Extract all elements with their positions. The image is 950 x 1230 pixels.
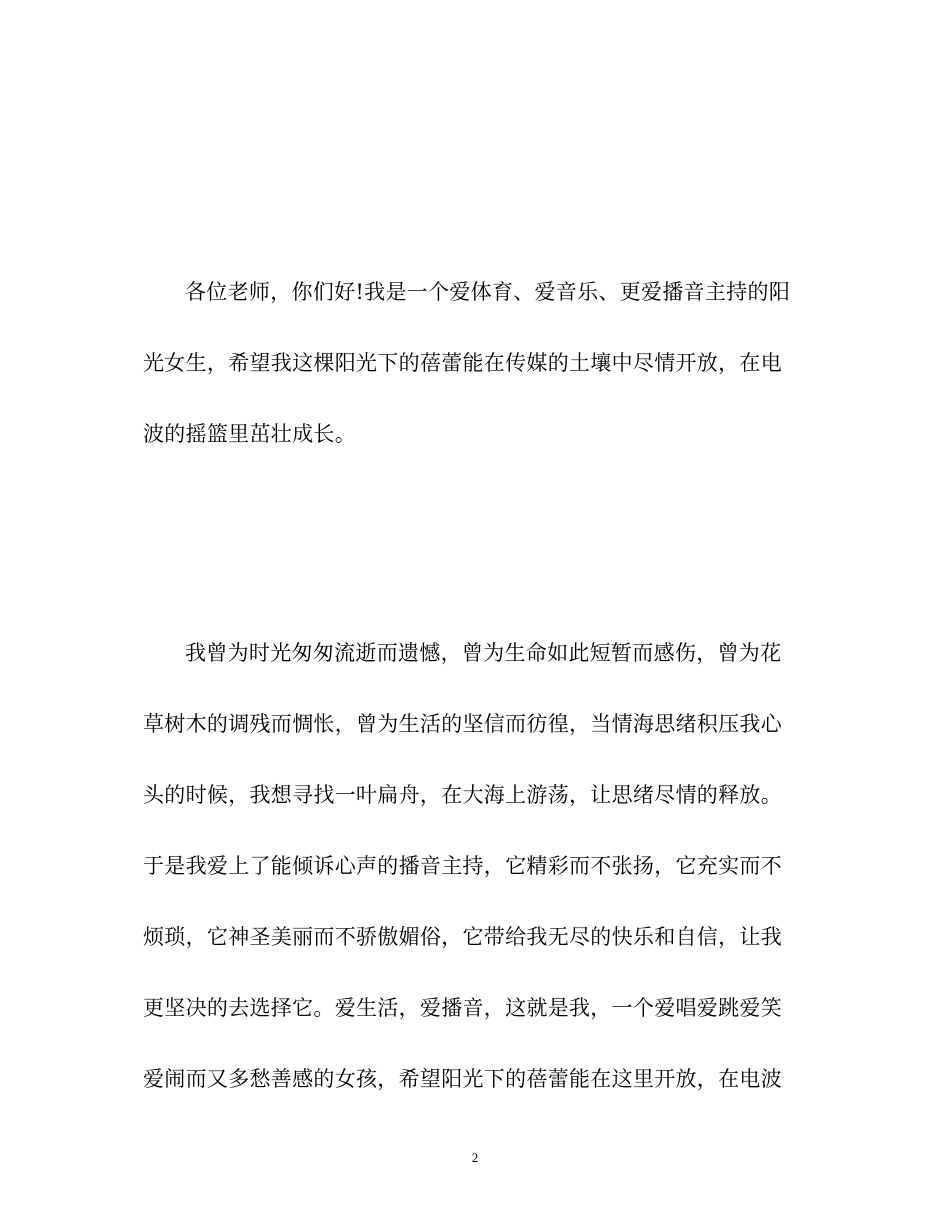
paragraph-line: 草树木的调残而惆怅，曾为生活的坚信而彷徨，当情海思绪积压我心 <box>143 712 782 736</box>
paragraph-line: 波的摇篮里茁壮成长。 <box>143 422 356 446</box>
paragraph-line: 光女生，希望我这棵阳光下的蓓蕾能在传媒的土壤中尽情开放，在电 <box>143 351 782 375</box>
paragraph-line: 各位老师，你们好!我是一个爱体育、爱音乐、更爱播音主持的阳 <box>185 280 791 304</box>
paragraph-line: 烦琐，它神圣美丽而不骄傲媚俗，它带给我无尽的快乐和自信，让我 <box>143 925 782 949</box>
paragraph-line: 我曾为时光匆匆流逝而遗憾，曾为生命如此短暂而感伤，曾为花 <box>185 641 782 665</box>
page-number: 2 <box>471 1150 479 1165</box>
paragraph-line: 爱闹而又多愁善感的女孩，希望阳光下的蓓蕾能在这里开放，在电波 <box>143 1067 782 1091</box>
paragraph-line: 头的时候，我想寻找一叶扁舟，在大海上游荡，让思绪尽情的释放。 <box>143 783 782 807</box>
paragraph-line: 于是我爱上了能倾诉心声的播音主持，它精彩而不张扬，它充实而不 <box>143 854 782 878</box>
paragraph-line: 更坚决的去选择它。爱生活，爱播音，这就是我，一个爱唱爱跳爱笑 <box>143 996 782 1020</box>
